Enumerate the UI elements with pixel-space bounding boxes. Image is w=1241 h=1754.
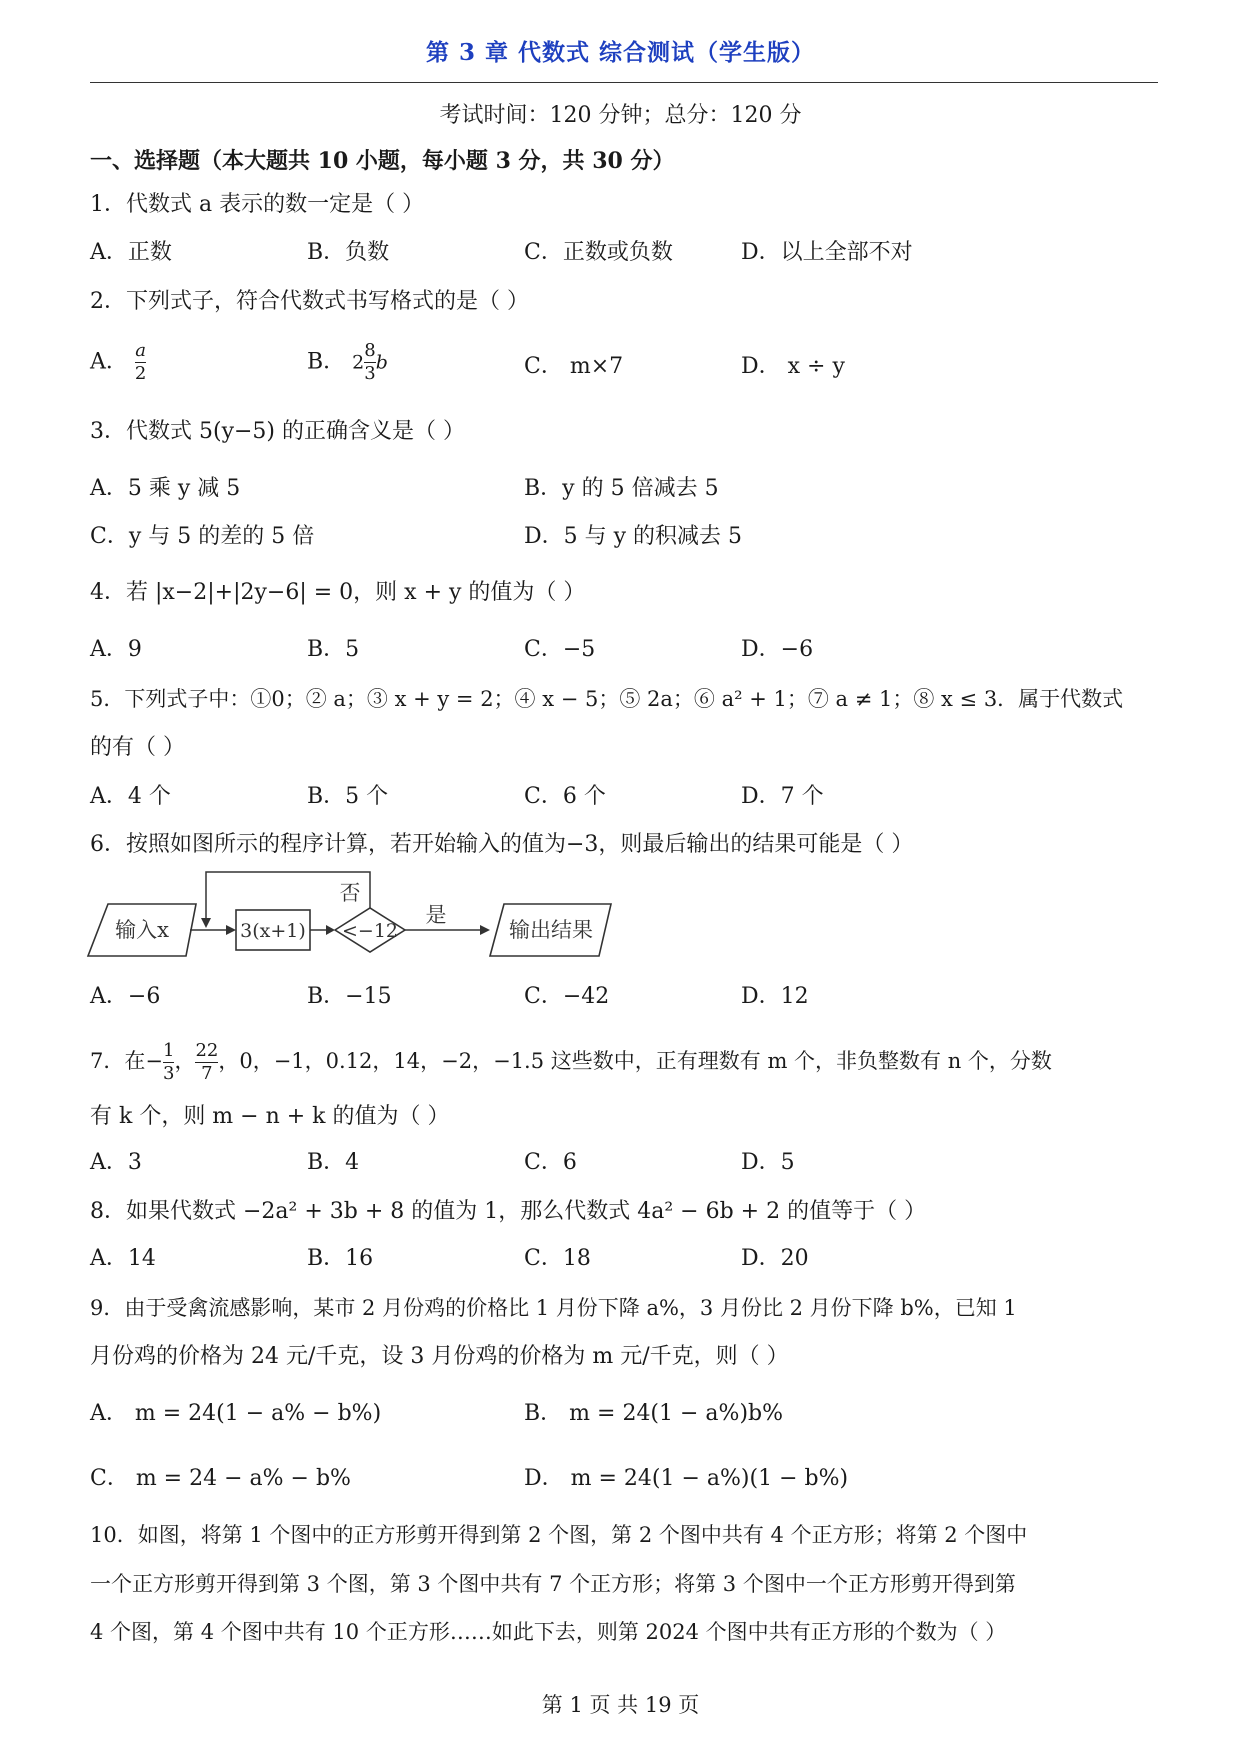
q3-option-a: A．5 乘 y 减 5 — [90, 476, 241, 501]
flowchart — [86, 868, 616, 960]
question-9-stem-line1: 9．由于受禽流感影响，某市 2 月份鸡的价格比 1 月份下降 a%，3 月份比 2 月份下降 b%，已知 1 — [90, 1296, 1017, 1320]
q6-option-d: D．12 — [741, 984, 809, 1009]
q3-option-b: B．y 的 5 倍减去 5 — [524, 476, 719, 501]
q7-prefix: 7．在 — [90, 1049, 146, 1073]
question-5-stem-line1: 5．下列式子中：①0；② a；③ x + y = 2；④ x − 5；⑤ 2a；⑥ a² + 1；⑦ a ≠ 1；⑧ x ≤ 3．属于代数式 — [90, 687, 1124, 711]
q7-option-d: D．5 — [741, 1150, 795, 1175]
q7-suffix: ，0，−1，0.12，14，−2，−1.5 这些数中，正有理数有 m 个，非负整数有 n 个，分数 — [218, 1049, 1052, 1073]
section-title: 一、选择题（本大题共 10 小题，每小题 3 分，共 30 分） — [90, 148, 675, 174]
page-title: 第 3 章 代数式 综合测试（学生版） — [425, 39, 816, 66]
q8-option-c: C．18 — [524, 1246, 591, 1271]
exam-info: 考试时间：120 分钟；总分：120 分 — [439, 103, 802, 128]
arrow-head-1 — [226, 925, 236, 935]
flow-output-label: 输出结果 — [509, 918, 593, 942]
q4-option-c: C．−5 — [524, 637, 596, 662]
q2-option-c: C． m×7 — [524, 354, 624, 379]
q7-option-b: B．4 — [307, 1150, 360, 1175]
q1-option-b: B．负数 — [307, 240, 390, 265]
q5-option-b: B．5 个 — [307, 784, 389, 809]
q2-b-numerator: 8 — [364, 340, 376, 361]
header-divider — [90, 82, 1158, 83]
q3-option-c: C．y 与 5 的差的 5 倍 — [90, 524, 315, 549]
question-8-stem: 8．如果代数式 −2a² + 3b + 8 的值为 1，那么代数式 4a² − 6b + 2 的值等于（ ） — [90, 1199, 927, 1224]
flow-condition-label: <−12 — [341, 920, 399, 942]
page-number: 第 1 页 共 19 页 — [541, 1693, 700, 1717]
q4-option-d: D．−6 — [741, 637, 814, 662]
q7-frac1-den: 3 — [162, 1063, 175, 1084]
q7-fraction-1 — [163, 1040, 174, 1085]
q4-option-a: A．9 — [90, 637, 142, 662]
q4-option-b: B．5 — [307, 637, 360, 662]
question-2-stem: 2．下列式子，符合代数式书写格式的是（ ） — [90, 289, 529, 314]
q8-option-d: D．20 — [741, 1246, 809, 1271]
q2-a-numerator: a — [135, 340, 146, 361]
q2-option-d: D． x ÷ y — [741, 354, 845, 379]
q2-option-b-label: B． — [307, 349, 346, 375]
q7-frac2-den: 7 — [201, 1063, 213, 1084]
flow-input-label: 输入x — [115, 918, 169, 942]
q1-option-a: A．正数 — [90, 240, 172, 265]
q9-option-b: B． m = 24(1 − a%)b% — [524, 1401, 784, 1426]
q6-option-a: A．−6 — [90, 984, 161, 1009]
question-3-stem: 3．代数式 5(y−5) 的正确含义是（ ） — [90, 419, 465, 444]
flow-yes-label: 是 — [425, 903, 447, 927]
q7-option-a: A．3 — [90, 1150, 142, 1175]
q2-b-whole: 2 — [352, 351, 365, 374]
q7-option-c: C．6 — [524, 1150, 577, 1175]
q2-option-b-fraction — [364, 340, 375, 385]
question-7-stem-line2: 有 k 个，则 m − n + k 的值为（ ） — [90, 1104, 450, 1129]
q1-option-c: C．正数或负数 — [524, 240, 673, 265]
q5-option-c: C．6 个 — [524, 784, 606, 809]
q9-option-d: D． m = 24(1 − a%)(1 − b%) — [524, 1466, 849, 1491]
q2-option-a — [90, 340, 146, 385]
q8-option-a: A．14 — [90, 1246, 156, 1271]
q3-option-d: D．5 与 y 的积减去 5 — [524, 524, 743, 549]
q9-option-a: A． m = 24(1 − a% − b%) — [90, 1401, 382, 1426]
arrow-head-3 — [480, 925, 490, 935]
q6-option-b: B．−15 — [307, 984, 392, 1009]
q2-b-variable: b — [375, 351, 388, 374]
question-10-line2: 一个正方形剪开得到第 3 个图，第 3 个图中共有 7 个正方形；将第 3 个图中一个正方形剪开得到第 — [90, 1572, 1016, 1596]
q2-option-a-fraction — [135, 340, 146, 385]
q7-fraction-2 — [195, 1040, 218, 1085]
q5-option-d: D．7 个 — [741, 784, 824, 809]
question-6-stem: 6．按照如图所示的程序计算，若开始输入的值为−3，则最后输出的结果可能是（ ） — [90, 832, 914, 857]
question-10-line3: 4 个图，第 4 个图中共有 10 个正方形……如此下去，则第 2024 个图中共有正方形的个数为（ ） — [90, 1620, 1007, 1644]
arrow-head-loop — [201, 918, 211, 928]
q6-option-c: C．−42 — [524, 984, 610, 1009]
q2-a-denominator: 2 — [134, 363, 147, 384]
q1-option-d: D．以上全部不对 — [741, 240, 913, 265]
q7-frac1-num: 1 — [162, 1040, 175, 1061]
q7-frac2-num: 22 — [195, 1040, 219, 1061]
question-5-stem-line2: 的有（ ） — [90, 735, 185, 760]
q2-b-denominator: 3 — [364, 363, 376, 384]
q9-option-c: C． m = 24 − a% − b% — [90, 1466, 351, 1491]
q2-option-b — [307, 340, 388, 385]
q5-option-a: A．4 个 — [90, 784, 171, 809]
q2-option-a-label: A． — [90, 349, 128, 375]
flow-no-label: 否 — [339, 881, 361, 905]
question-7-stem: 7．在− $\frac{1}{3}$ ， $\frac{22}{7}$ ，0，−1，0.12，14，−2，−1.5 这些数中，正有理数有 m 个，非负整数有 n 个，分数 — [90, 1040, 1052, 1084]
question-10-line1: 10．如图，将第 1 个图中的正方形剪开得到第 2 个图，第 2 个图中共有 4 个正方形；将第 2 个图中 — [90, 1523, 1028, 1547]
q8-option-b: B．16 — [307, 1246, 374, 1271]
question-9-stem-line2: 月份鸡的价格为 24 元/千克，设 3 月份鸡的价格为 m 元/千克，则（ ） — [90, 1344, 789, 1369]
question-4-stem: 4．若 |x−2|+|2y−6| = 0，则 x + y 的值为（ ） — [90, 580, 586, 605]
flow-process-label: 3(x+1) — [240, 920, 306, 942]
question-1-stem: 1．代数式 a 表示的数一定是（ ） — [90, 192, 425, 217]
